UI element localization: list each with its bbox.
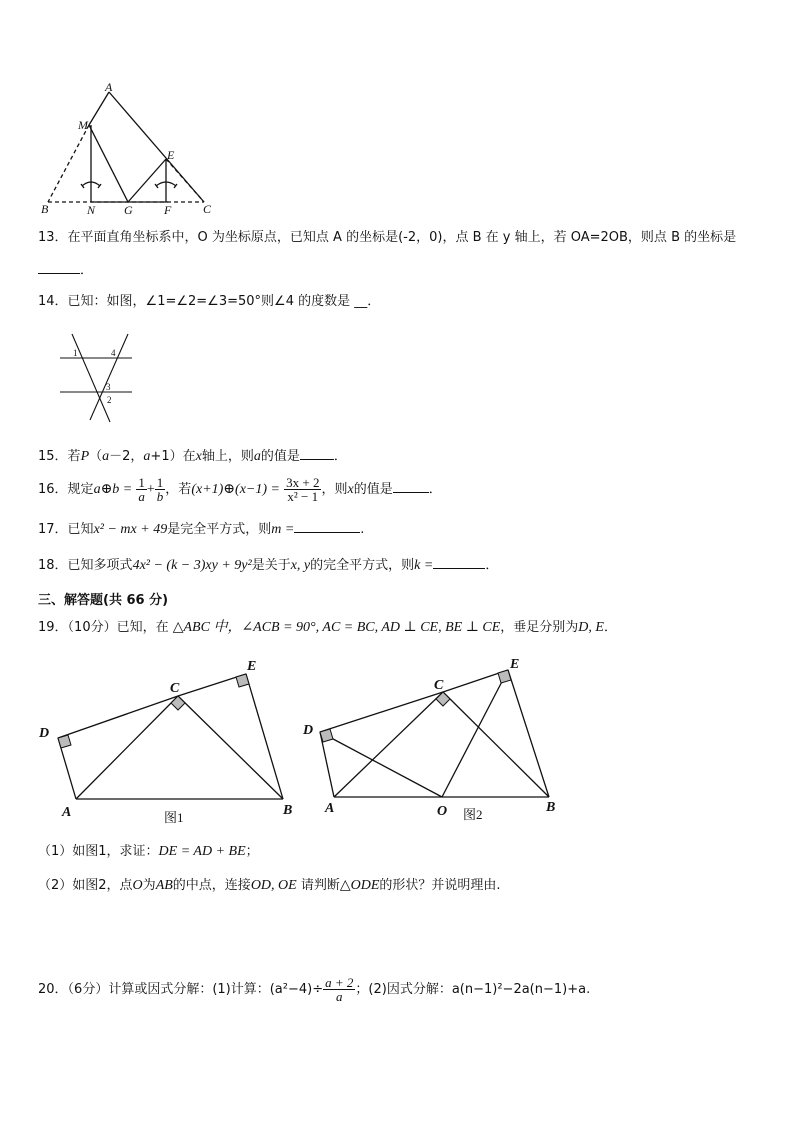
math-vars: D, E	[578, 620, 604, 635]
question-20	[38, 970, 590, 1010]
text: 是完全平方式，则	[167, 522, 272, 537]
answer-blank[interactable]	[300, 447, 334, 460]
text: 已知	[67, 522, 94, 537]
figure-q14	[56, 330, 136, 426]
question-number: 13．	[38, 230, 68, 245]
math-expr: a⊕b =	[93, 482, 133, 497]
text: 已知多项式	[67, 558, 133, 573]
plus-sign: +	[146, 482, 155, 497]
text: 的值是	[260, 449, 300, 464]
fig12-label-n: N	[87, 203, 96, 217]
var-a: a	[253, 449, 261, 464]
math-expr: (x+1)⊕(x−1) =	[191, 482, 280, 497]
math-expr: x² − mx + 49	[93, 522, 168, 537]
fig1-label-e: E	[247, 659, 257, 674]
fig1-label-d: D	[39, 726, 50, 741]
text: 的形状？并说明理由.	[379, 878, 501, 893]
var-a: a	[102, 449, 110, 464]
var-p: P	[80, 449, 90, 464]
question-number: 14．	[38, 294, 68, 309]
question-19-part-2	[38, 877, 501, 895]
question-19-part-1	[38, 843, 259, 861]
question-text: 已知：如图，∠1=∠2=∠3=50°则∠4 的度数是 __．	[67, 294, 381, 309]
text: 为	[142, 878, 156, 893]
var-a: a	[143, 449, 151, 464]
denominator: a	[336, 989, 343, 1004]
section-heading: 三、解答题(共 66 分)	[38, 593, 169, 608]
fig2-label-a: A	[325, 801, 335, 816]
answer-blank[interactable]	[393, 480, 429, 493]
text: （10分）已知，在	[67, 620, 169, 635]
question-16	[38, 473, 442, 507]
fig1-label-b: B	[283, 803, 293, 818]
fraction	[323, 976, 355, 1003]
fig12-label-a: A	[105, 80, 113, 94]
fig1-caption: 图1	[164, 810, 184, 825]
numerator: 1	[138, 475, 145, 490]
fig14-label-2: 2	[107, 395, 112, 405]
text: 的值是	[353, 482, 393, 497]
fig12-label-f: F	[164, 203, 172, 217]
question-17	[38, 520, 364, 539]
question-number: 16．	[38, 482, 68, 497]
fig2-label-o: O	[437, 804, 448, 819]
text: ，若	[165, 482, 192, 497]
math-expr: △ODE	[339, 878, 380, 893]
math-expr: DE = AD + BE	[158, 844, 246, 859]
figure-q12	[36, 80, 226, 218]
var-o: O	[132, 878, 143, 893]
question-number: 18．	[38, 558, 68, 573]
answer-blank[interactable]	[38, 261, 80, 274]
question-13	[38, 229, 736, 247]
fig12-label-e: E	[167, 148, 175, 162]
var-x: x	[347, 482, 354, 497]
fig2-caption: 图2	[463, 807, 483, 822]
text: 若	[67, 449, 81, 464]
text: ；	[245, 844, 259, 859]
fig1-label-a: A	[62, 805, 72, 820]
denominator: b	[156, 489, 164, 504]
fig1-label-c: C	[170, 681, 180, 696]
text: 是关于	[251, 558, 291, 573]
question-19	[38, 619, 617, 637]
text: （2）如图2，点	[38, 878, 133, 893]
fig12-label-b: B	[41, 202, 49, 216]
text: 轴上，则	[201, 449, 254, 464]
text: ，则	[321, 482, 348, 497]
answer-blank[interactable]	[433, 556, 485, 569]
text: ．	[333, 449, 347, 464]
numerator: 3x + 2	[286, 475, 320, 490]
text: ．	[603, 620, 617, 635]
text: ．	[428, 482, 442, 497]
fig2-label-b: B	[546, 800, 556, 815]
fig2-label-c: C	[434, 678, 444, 693]
fraction	[284, 476, 321, 503]
fraction	[155, 476, 166, 503]
question-tail: ．	[80, 263, 94, 278]
text: +1）在	[150, 449, 196, 464]
figure-q19-fig1	[34, 654, 304, 829]
var-x: x	[195, 449, 202, 464]
denominator: a	[138, 489, 145, 504]
numerator: a + 2	[325, 975, 354, 990]
question-number: 20．	[38, 982, 68, 997]
text: ；(2)因式分解：a(n−1)²−2a(n−1)+a.	[355, 982, 591, 997]
fraction	[136, 476, 147, 503]
math-expr: △ABC 中，∠ACB = 90°, AC = BC, AD ⊥ CE, BE ⊥ CE	[172, 620, 501, 635]
text: （1）如图1，求证：	[38, 844, 159, 859]
text: （	[89, 449, 103, 464]
question-number: 15．	[38, 449, 68, 464]
answer-blank[interactable]	[294, 520, 360, 533]
numerator: 1	[156, 475, 164, 490]
fig2-label-d: D	[303, 723, 314, 738]
text: 请判断	[300, 878, 340, 893]
fig12-label-c: C	[203, 202, 212, 216]
question-15	[38, 447, 347, 466]
fig14-label-1: 1	[73, 348, 78, 358]
figure-q19-fig2	[300, 652, 570, 827]
text: （6分）计算或因式分解：(1)计算：(a²−4)÷	[67, 982, 324, 997]
fig14-label-4: 4	[111, 348, 116, 358]
text: 规定	[67, 482, 94, 497]
math-expr: m =	[271, 522, 295, 537]
math-vars: x, y	[290, 558, 311, 573]
question-18	[38, 556, 498, 575]
text: 的中点，连接	[172, 878, 251, 893]
math-expr: k =	[414, 558, 434, 573]
denominator: x² − 1	[287, 489, 319, 504]
question-14	[38, 293, 380, 311]
text: ．	[485, 558, 499, 573]
question-number: 19．	[38, 620, 68, 635]
fig12-label-m: M	[78, 118, 88, 132]
fig2-label-e: E	[510, 657, 520, 672]
fig12-label-g: G	[124, 203, 133, 217]
math-expr: 4x² − (k − 3)xy + 9y²	[132, 558, 252, 573]
var-ab: AB	[155, 878, 173, 893]
text: －2，	[109, 449, 144, 464]
math-vars: OD, OE	[250, 878, 297, 893]
text: .	[360, 522, 365, 537]
question-number: 17．	[38, 522, 68, 537]
question-13-answer-line	[38, 261, 93, 280]
question-text: 在平面直角坐标系中，O 为坐标原点，已知点 A 的坐标是(-2，0)，点 B 在 y 轴上，若 OA=2OB，则点 B 的坐标是	[67, 230, 737, 245]
text: ，垂足分别为	[500, 620, 579, 635]
text: 的完全平方式，则	[310, 558, 415, 573]
fig14-label-3: 3	[106, 382, 111, 392]
